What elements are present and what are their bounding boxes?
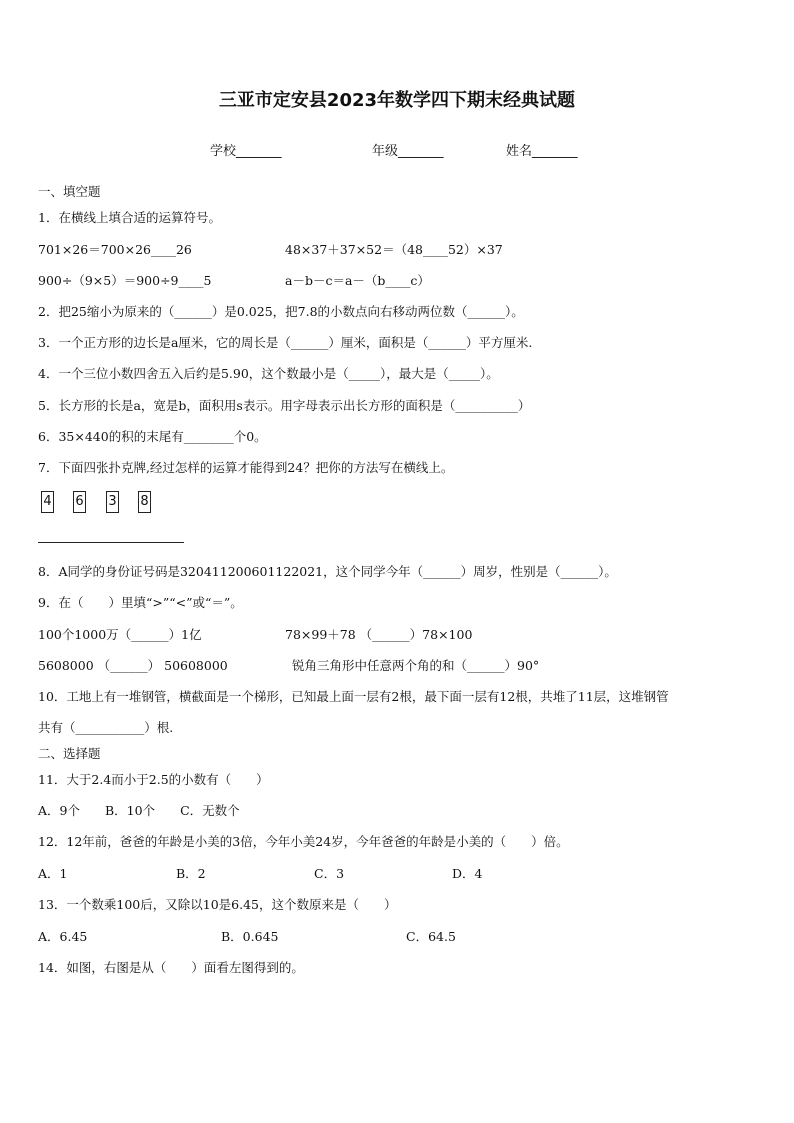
- question-9-item-d: 锐角三角形中任意两个角的和（______）90°: [292, 658, 540, 673]
- question-12-option-d: D．4: [452, 866, 483, 881]
- question-9-item-c: 5608000 （______） 50608000: [38, 658, 228, 673]
- section-choice-heading: 二、选择题: [38, 746, 101, 761]
- poker-card: 3: [106, 491, 119, 513]
- question-8: 8．A同学的身份证号码是320411200601122021，这个同学今年（______）周岁，性别是（______）。: [38, 564, 617, 579]
- question-13-option-b: B．0.645: [221, 929, 279, 944]
- question-13-option-a: A．6.45: [38, 929, 88, 944]
- name-field: 姓名_______: [506, 144, 578, 159]
- question-10-continued: 共有（___________）根.: [38, 720, 174, 735]
- question-4: 4．一个三位小数四舍五入后约是5.90，这个数最小是（_____），最大是（_____）。: [38, 366, 499, 381]
- question-10: 10．工地上有一堆钢管，横截面是一个梯形，已知最上面一层有2根，最下面一层有12根，共堆了11层，这堆钢管: [38, 689, 669, 704]
- question-14: 14．如图，右图是从（ ）面看左图得到的。: [38, 960, 304, 975]
- question-12-option-a: A．1: [38, 866, 68, 881]
- question-9: 9．在（ ）里填“>”“<”或“＝”。: [38, 595, 243, 610]
- question-12-option-b: B．2: [176, 866, 206, 881]
- question-9-item-a: 100个1000万（______）1亿: [38, 627, 202, 642]
- question-6: 6．35×440的积的末尾有________个0。: [38, 429, 267, 444]
- grade-field: 年级_______: [372, 144, 444, 159]
- question-12: 12．12年前，爸爸的年龄是小美的3倍，今年小美24岁，今年爸爸的年龄是小美的（ ）倍。: [38, 834, 569, 849]
- page-title: 三亚市定安县2023年数学四下期末经典试题: [218, 90, 576, 111]
- answer-line: [38, 542, 184, 543]
- question-1-item-d: a－b－c＝a－（b____c）: [285, 273, 430, 288]
- question-5: 5．长方形的长是a，宽是b，面积用s表示。用字母表示出长方形的面积是（__________）: [38, 398, 531, 413]
- question-7: 7．下面四张扑克牌,经过怎样的运算才能得到24？把你的方法写在横线上。: [38, 460, 454, 475]
- question-12-option-c: C．3: [314, 866, 345, 881]
- question-1: 1．在横线上填合适的运算符号。: [38, 210, 221, 225]
- school-field: 学校_______: [210, 144, 282, 159]
- section-fill-in-heading: 一、填空题: [38, 184, 101, 199]
- question-13: 13．一个数乘100后，又除以10是6.45，这个数原来是（ ）: [38, 897, 397, 912]
- question-1-item-c: 900÷（9×5）＝900÷9____5: [38, 273, 212, 288]
- poker-card: 6: [73, 491, 86, 513]
- poker-card: 4: [41, 491, 54, 513]
- question-9-item-b: 78×99＋78 （______）78×100: [285, 627, 473, 642]
- question-1-item-b: 48×37＋37×52＝（48____52）×37: [285, 242, 503, 257]
- question-2: 2．把25缩小为原来的（______）是0.025，把7.8的小数点向右移动两位数（______）。: [38, 304, 524, 319]
- question-11: 11．大于2.4而小于2.5的小数有（ ）: [38, 772, 269, 787]
- question-13-option-c: C．64.5: [406, 929, 456, 944]
- question-3: 3．一个正方形的边长是a厘米，它的周长是（______）厘米，面积是（______）平方厘米.: [38, 335, 533, 350]
- poker-card: 8: [138, 491, 151, 513]
- question-1-item-a: 701×26＝700×26____26: [38, 242, 192, 257]
- question-11-options: A．9个 B．10个 C．无数个: [38, 803, 240, 818]
